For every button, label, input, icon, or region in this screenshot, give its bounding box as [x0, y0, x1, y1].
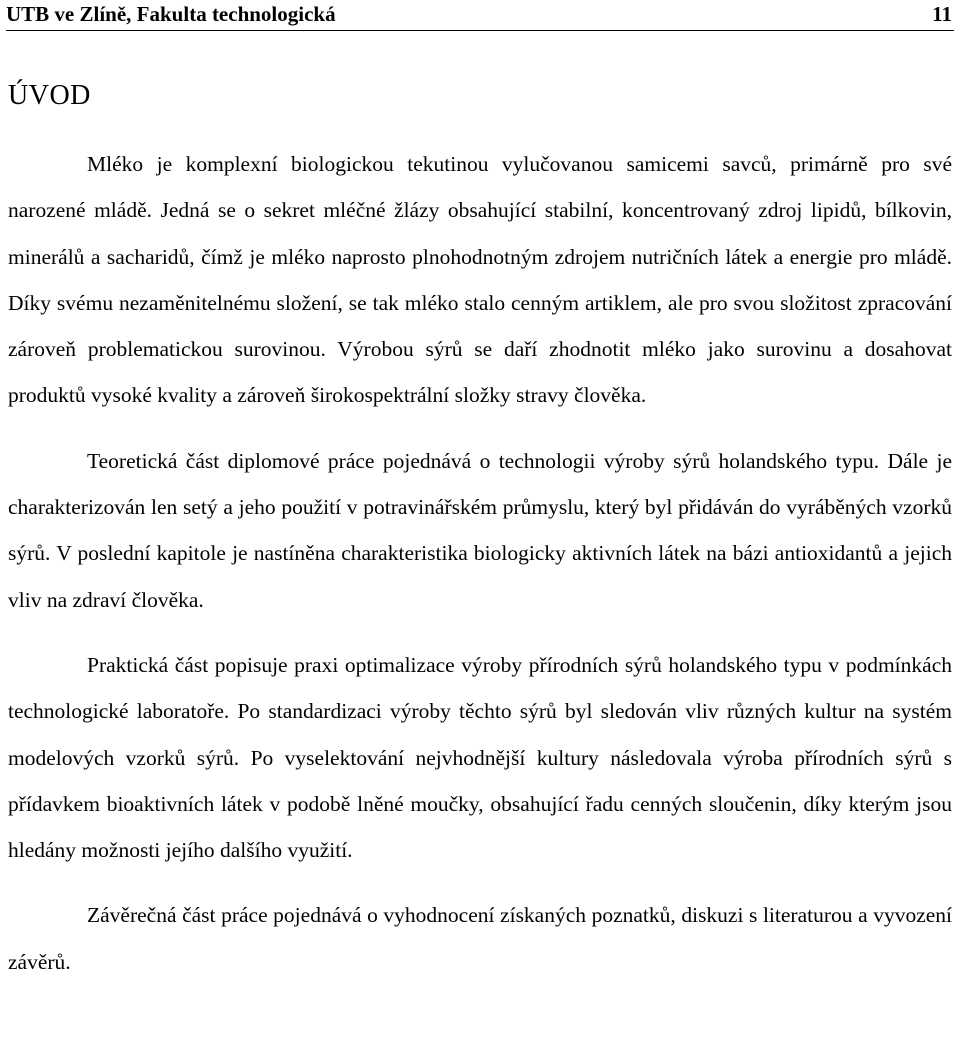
paragraph-practical: Praktická část popisuje praxi optimalizace výroby přírodních sýrů holandského typu v podmínkách technologické laboratoře. Po standardizaci výroby těchto sýrů byl sledován vliv různých kultur na systém modelových vzorků sýrů. Po vyselektování nejvhodnější kultury následovala výroba přírodních sýrů s přídavkem bioaktivních látek v podobě lněné moučky, obsahující řadu cenných sloučenin, díky kterým jsou hledány možnosti jejího dalšího využití. — [8, 652, 952, 863]
paragraph-introduction: Mléko je komplexní biologickou tekutinou vylučovanou samicemi savců, primárně pro své narozené mládě. Jedná se o sekret mléčné žlázy obsahující stabilní, koncentrovaný zdroj lipidů, bílkovin, minerálů a sacharidů, čímž je mléko naprosto plnohodnotným zdrojem nutričních látek a energie pro mládě. Díky svému nezaměnitelnému složení, se tak mléko stalo cenným artiklem, ale pro svou složitost zpracování zároveň problematickou surovinou. Výrobou sýrů se daří zhodnotit mléko jako surovinu a dosahovat produktů vysoké kvality a zároveň širokospektrální složky stravy člověka. — [8, 152, 952, 408]
page-number: 11 — [932, 2, 952, 26]
body-text — [8, 141, 952, 1004]
section-title: ÚVOD — [8, 80, 91, 111]
paragraph-theory: Teoretická část diplomové práce pojednává o technologii výroby sýrů holandského typu. Dále je charakterizován len setý a jeho použití v potravinářském průmyslu, který byl přidáván do vyráběných vzorků sýrů. V poslední kapitole je nastíněna charakteristika biologicky aktivních látek na bázi antioxidantů a jejich vliv na zdraví člověka. — [8, 448, 952, 612]
paragraph-conclusion: Závěrečná část práce pojednává o vyhodnocení získaných poznatků, diskuzi s literaturou a vyvození závěrů. — [8, 903, 952, 974]
header-institution: UTB ve Zlíně, Fakulta technologická — [6, 2, 336, 26]
page-header — [6, 0, 954, 31]
